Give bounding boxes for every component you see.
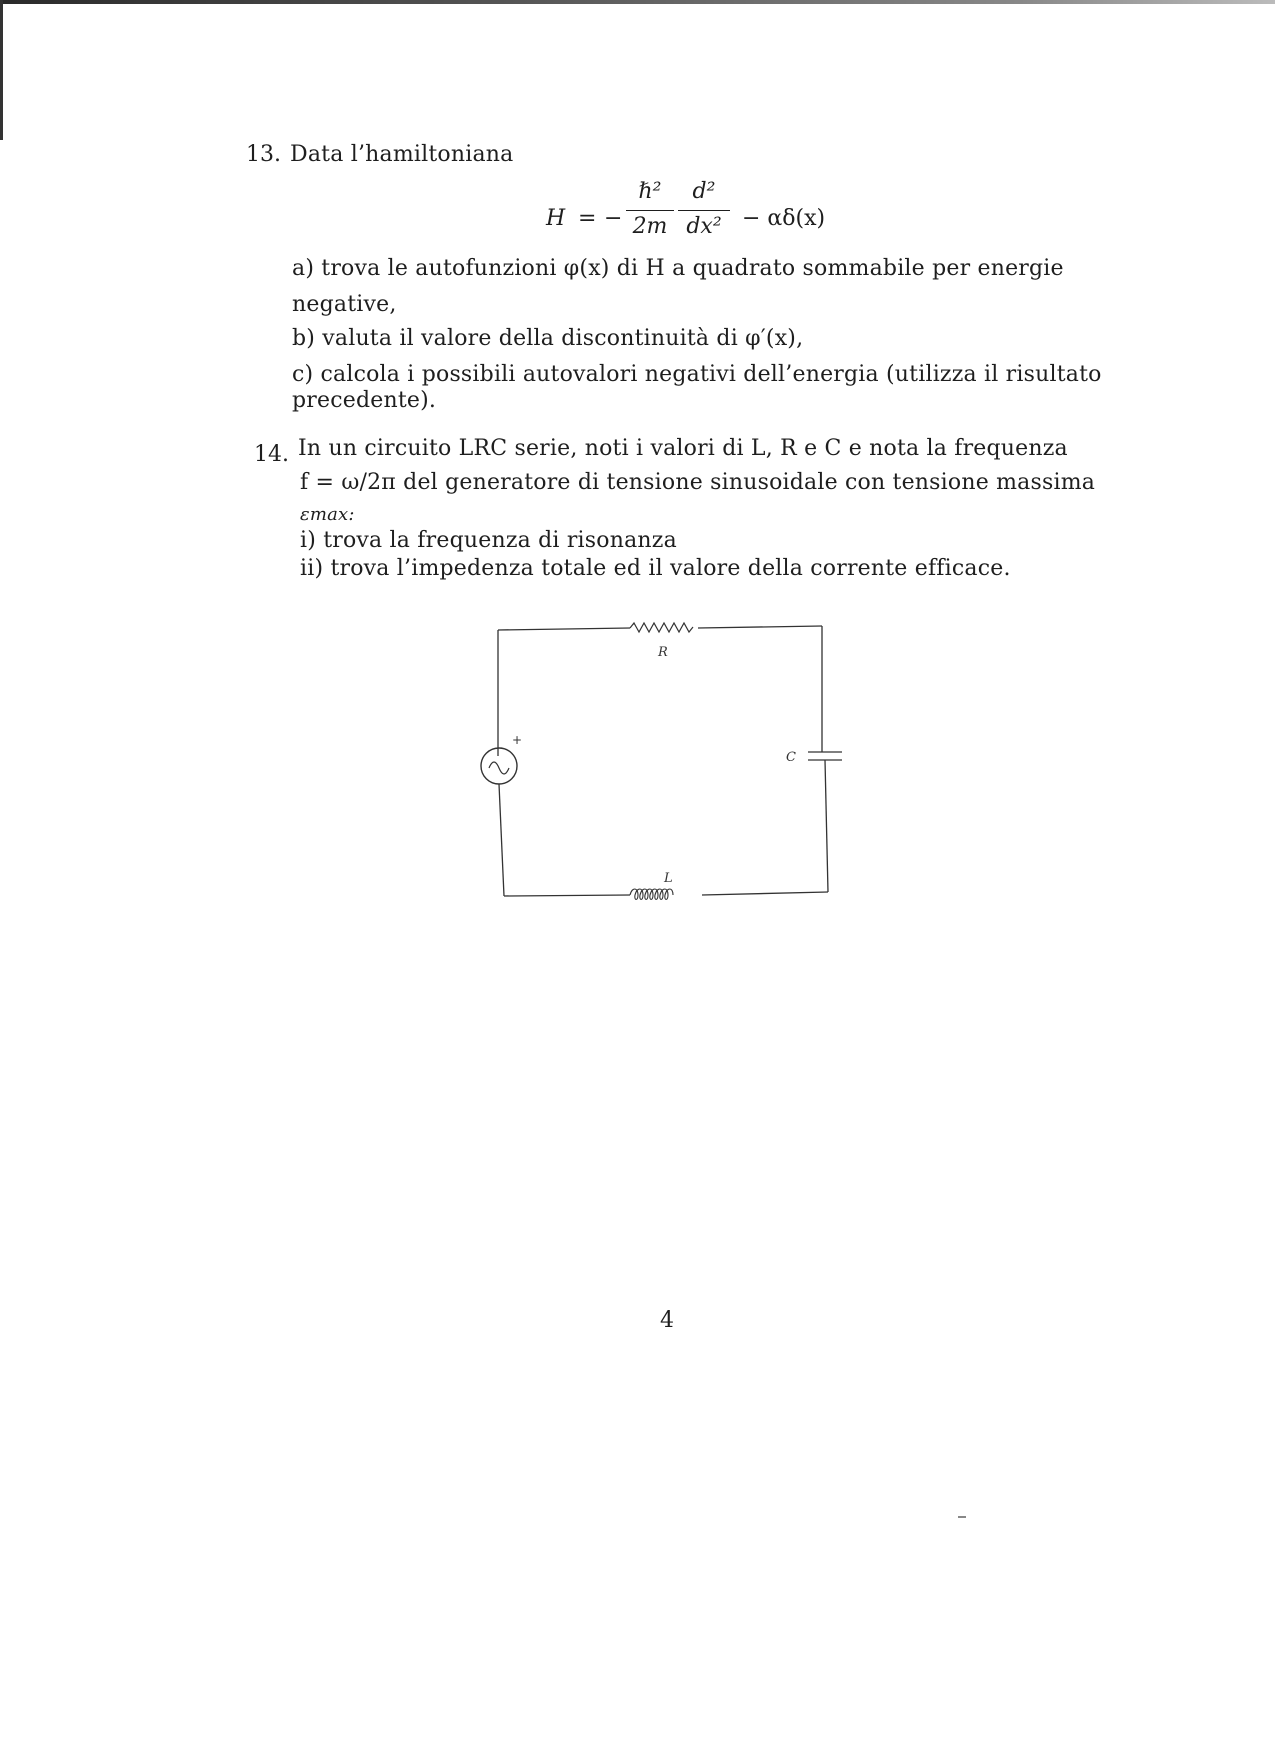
equation-equals: =	[578, 206, 597, 231]
scan-speck	[958, 1516, 966, 1518]
fraction-denominator: 2m	[632, 214, 668, 239]
fraction-numerator: ℏ²	[638, 179, 662, 204]
resistor-symbol	[630, 623, 693, 632]
scan-top-edge	[0, 0, 1275, 4]
inductor-symbol	[630, 889, 673, 900]
problem-14-emax: εmax:	[300, 504, 355, 525]
problem-14-item-ii: ii) trova l’impedenza totale ed il valore della corrente efficace.	[300, 556, 1011, 581]
inductor-label: L	[664, 871, 673, 886]
problem-14-line1: In un circuito LRC serie, noti i valori di L, R e C e nota la frequenza	[298, 436, 1068, 461]
source-polarity: +	[512, 733, 523, 747]
problem-13-number: 13.	[246, 142, 281, 167]
problem-13-item-a-line2: negative,	[292, 292, 397, 317]
capacitor-symbol	[808, 752, 842, 760]
wire-bottom-right	[702, 892, 828, 895]
fraction-numerator: d²	[692, 179, 716, 204]
scan-left-edge	[0, 0, 3, 140]
problem-14-number: 14.	[254, 442, 289, 467]
wire-bottom-left	[504, 895, 630, 896]
equation-minus: −	[604, 206, 623, 231]
wire-right-bottom	[825, 760, 828, 892]
problem-13-item-c-line2: precedente).	[292, 388, 437, 413]
wire-top-right	[698, 626, 822, 628]
hamiltonian-equation	[546, 178, 826, 252]
fraction-bar	[626, 210, 674, 211]
fraction-denominator: dx²	[686, 214, 722, 239]
fraction-bar	[678, 210, 730, 211]
equation-lhs: H	[546, 206, 566, 231]
problem-13-intro: Data l’hamiltoniana	[290, 142, 514, 167]
wire-top-left	[498, 628, 630, 630]
wire-left-bottom	[499, 784, 504, 896]
problem-14-item-i: i) trova la frequenza di risonanza	[300, 528, 677, 553]
ac-source-symbol	[481, 748, 517, 784]
problem-13-item-c-line1: c) calcola i possibili autovalori negativi dell’energia (utilizza il risultato	[292, 362, 1102, 387]
equation-fraction-hbar	[626, 178, 674, 241]
problem-13-item-b: b) valuta il valore della discontinuità di φ′(x),	[292, 326, 804, 351]
equation-fraction-derivative	[678, 178, 730, 241]
lrc-circuit-diagram	[470, 610, 850, 910]
sine-wave-icon	[489, 762, 509, 774]
capacitor-label: C	[786, 750, 796, 765]
resistor-label: R	[658, 645, 668, 660]
problem-14-line2: f = ω/2π del generatore di tensione sinusoidale con tensione massima	[300, 470, 1096, 495]
page-number: 4	[660, 1308, 674, 1333]
equation-potential-term: − αδ(x)	[742, 206, 826, 231]
problem-13-item-a-line1: a) trova le autofunzioni φ(x) di H a quadrato sommabile per energie	[292, 256, 1064, 281]
